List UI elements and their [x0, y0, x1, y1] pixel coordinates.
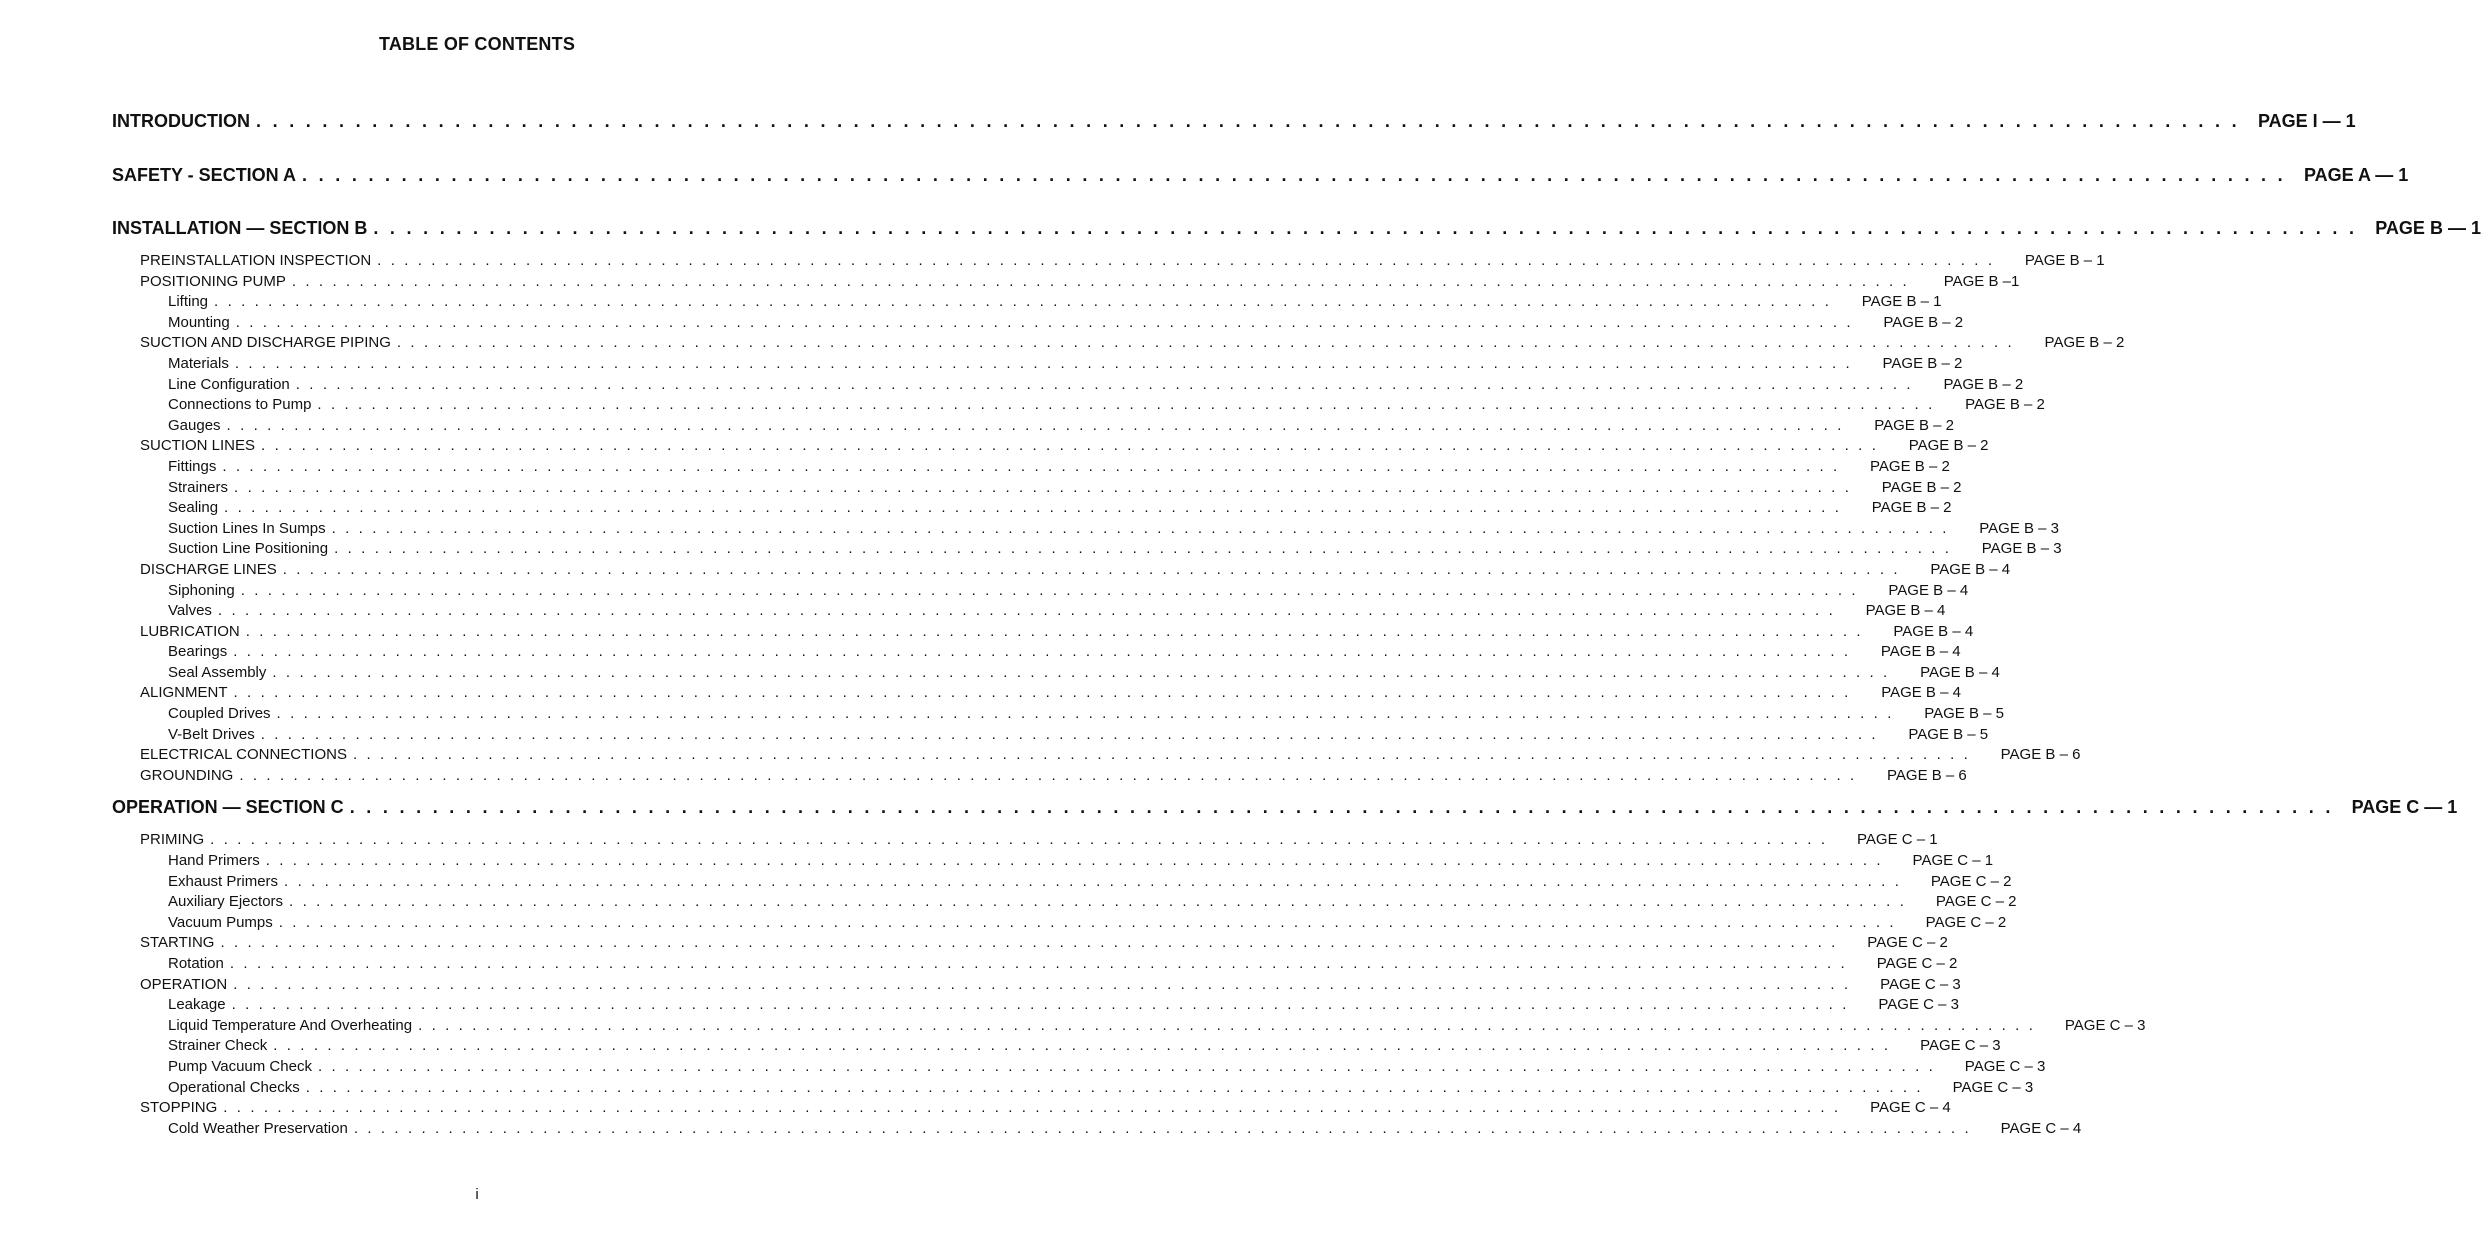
dot-leader: . . . . . . . . . . . . . . . . . . . . . . . . . . . . . . . . . . . . . . . . . . . . . . . . . . . . . . . . . . . . . . . . . . . . . . . . . . . . . . . . . . . . . . . . . . . . . . . . . . . . . . . . . . . . . . . . . . . . . . . . — [233, 643, 1851, 661]
dot-leader: . . . . . . . . . . . . . . . . . . . . . . . . . . . . . . . . . . . . . . . . . . . . . . . . . . . . . . . . . . . . . . . . . . . . . . . . . . . . . . . . . . . . . . . . . . . . . . . . . . . . . . . . . . . . . . . . . . . . . . . . — [245, 622, 1864, 640]
toc-entry-page: PAGE B – 4 — [1880, 643, 1961, 661]
dot-leader: . . . . . . . . . . . . . . . . . . . . . . . . . . . . . . . . . . . . . . . . . . . . . . . . . . . . . . . . . . . . . . . . . . . . . . . . . . . . . . . . . . . . . . . . . . . . . . . . . . . . . . . . . . . . . . . . . . . . . . . . — [272, 663, 1890, 681]
toc-entry-label: PREINSTALLATION INSPECTION — [140, 252, 372, 269]
toc-entry-page: PAGE B — 1 — [2375, 218, 2481, 238]
toc-entry-label: INTRODUCTION — [112, 111, 250, 131]
toc-entry-page: PAGE B – 2 — [1965, 396, 2045, 414]
toc-entry — [112, 872, 2012, 893]
toc-entry-page: PAGE B – 3 — [1979, 519, 2060, 537]
toc-entry-page: PAGE B – 2 — [1943, 375, 2024, 393]
toc-entry — [112, 457, 1950, 478]
toc-entry-page: PAGE B – 5 — [1924, 705, 2004, 723]
toc-entry — [112, 851, 1994, 872]
toc-entry — [112, 766, 1967, 787]
toc-entry-page: PAGE B – 2 — [1871, 499, 1952, 517]
dot-leader: . . . . . . . . . . . . . . . . . . . . . . . . . . . . . . . . . . . . . . . . . . . . . . . . . . . . . . . . . . . . . . . . . . . . . . . . . . . . . . . . . . . . . . . . . . . . . . . . . . . . . . . . . . . . . . . . . . . . . . . . — [295, 375, 1914, 393]
toc-entry — [112, 892, 2017, 913]
toc-entry — [112, 395, 2045, 416]
toc-entry-label: OPERATION — SECTION C — [112, 797, 344, 818]
toc-entry — [112, 622, 1974, 643]
toc-entry — [112, 913, 2007, 934]
dot-leader: . . . . . . . . . . . . . . . . . . . . . . . . . . . . . . . . . . . . . . . . . . . . . . . . . . . . . . . . . . . . . . . . . . . . . . . . . . . . . . . . . . . . . . . . . . . . . . . . . . . . . . . . . . . . . . . . . . . . . . . . — [231, 996, 1849, 1014]
toc-entry-label: Gauges — [168, 416, 221, 434]
toc-entry-label: SUCTION LINES — [140, 437, 256, 455]
toc-entry-page: PAGE C – 2 — [1930, 872, 2012, 890]
toc-entry — [112, 498, 1952, 519]
toc-entry-page: PAGE B – 2 — [1874, 416, 1954, 434]
dot-leader: . . . . . . . . . . . . . . . . . . . . . . . . . . . . . . . . . . . . . . . . . . . . . . . . . . . . . . . . . . . . . . . . . . . . . . . . . . . . . . . . . . . . . . . . . . . . . . . . . . . . . . . . . . . . . . . . . . . . . . . . — [233, 975, 1851, 993]
dot-leader: . . . . . . . . . . . . . . . . . . . . . . . . . . . . . . . . . . . . . . . . . . . . . . . . . . . . . . . . . . . . . . . . . . . . . . . . . . . . . . . . . . . . . . . . . . . . . . . . . . . . . . . . . . . . . . . . . . . . . . . . — [260, 725, 1879, 743]
dot-leader: . . . . . . . . . . . . . . . . . . . . . . . . . . . . . . . . . . . . . . . . . . . . . . . . . . . . . . . . . . . . . . . . . . . . . . . . . . . . . . . . . . . . . . . . . . . . . . . . . . . . . . . . . . . . . . . . . . . . . . . . — [261, 437, 1879, 455]
toc-entry — [112, 704, 2004, 725]
dot-leader: . . . . . . . . . . . . . . . . . . . . . . . . . . . . . . . . . . . . . . . . . . . . . . . . . . . . . . . . . . . . . . . . . . . . . . . . . . . . . . . . . . . . . . . . . . . . . . . . . . . . . . . . . . . . . . . . . . . . . . . . — [334, 540, 1952, 558]
dot-leader: . . . . . . . . . . . . . . . . . . . . . . . . . . . . . . . . . . . . . . . . . . . . . . . . . . . . . . . . . . . . . . . . . . . . . . . . . . . . . . . . . . . . . . . . . . . . . . . . . . . . . . . . . . . . . . . . . . . . . . . . — [240, 581, 1859, 599]
dot-leader: . . . . . . . . . . . . . . . . . . . . . . . . . . . . . . . . . . . . . . . . . . . . . . . . . . . . . . . . . . . . . . . . . . . . . . . . . . . . . . . . . . . . . . . . . . . . . . . . . . . . . . . . . . . . . . . . . . . . . . . . — [352, 746, 1971, 764]
toc-entry-label: Strainer Check — [168, 1037, 268, 1055]
dot-leader: . . . . . . . . . . . . . . . . . . . . . . . . . . . . . . . . . . . . . . . . . . . . . . . . . . . . . . . . . . . . . . . . . . . . . . . . . . . . . . . . . . . . . . . . . . . . . . . . . . . . . . . . . . . . . . . . . . . . . . . . — [229, 955, 1848, 972]
toc-entry — [112, 581, 1969, 602]
toc-entry — [112, 272, 2020, 293]
toc-entry-label: OPERATION — [140, 975, 228, 993]
toc-entry-label: Suction Lines In Sumps — [168, 519, 326, 537]
toc-entry-label: Bearings — [168, 643, 228, 661]
toc-entry-label: Suction Line Positioning — [168, 540, 329, 558]
toc-entry — [112, 601, 1946, 622]
toc-entry-page: PAGE B – 4 — [1888, 581, 1969, 599]
toc-entry — [112, 478, 1962, 499]
dot-leader: . . . . . . . . . . . . . . . . . . . . . . . . . . . . . . . . . . . . . . . . . . . . . . . . . . . . . . . . . . . . . . . . . . . . . . . . . . . . . . . . . . . . . . . . . . . . . . . . . . . . . . . . . . . . . . . . . . . . . . . . — [349, 797, 2334, 818]
toc-entry — [112, 995, 1959, 1016]
toc-entry-label: POSITIONING PUMP — [140, 272, 286, 290]
toc-entry-label: LUBRICATION — [140, 622, 240, 640]
toc-entry-label: Leakage — [168, 996, 226, 1014]
toc-entry — [112, 642, 1961, 663]
toc-entry-page: PAGE B – 4 — [1881, 684, 1961, 702]
dot-leader: . . . . . . . . . . . . . . . . . . . . . . . . . . . . . . . . . . . . . . . . . . . . . . . . . . . . . . . . . . . . . . . . . . . . . . . . . . . . . . . . . . . . . . . . . . . . . . . . . . . . . . . . . . . . . . . . . . . . . . . . — [235, 313, 1854, 331]
toc-entry-page: PAGE C – 3 — [1952, 1078, 2034, 1096]
toc-entry — [112, 975, 1961, 996]
dot-leader: . . . . . . . . . . . . . . . . . . . . . . . . . . . . . . . . . . . . . . . . . . . . . . . . . . . . . . . . . . . . . . . . . . . . . . . . . . . . . . . . . . . . . . . . . . . . . . . . . . . . . . . . . . . . . . . . . . . . . . . . — [377, 252, 1995, 269]
dot-leader: . . . . . . . . . . . . . . . . . . . . . . . . . . . . . . . . . . . . . . . . . . . . . . . . . . . . . . . . . . . . . . . . . . . . . . . . . . . . . . . . . . . . . . . . . . . . . . . . . . . . . . . . . . . . . . . . . . . . . . . . — [317, 1057, 1936, 1075]
toc-entry — [112, 1119, 2082, 1140]
toc-entry-page: PAGE C – 3 — [1920, 1037, 2001, 1055]
toc-entry-page: PAGE C – 4 — [2000, 1119, 2082, 1137]
toc-entry-page: PAGE C – 2 — [1876, 955, 1958, 972]
toc-entry-label: Rotation — [168, 955, 224, 972]
toc-entry-label: ELECTRICAL CONNECTIONS — [140, 746, 347, 764]
toc-entry-page: PAGE B – 1 — [2024, 252, 2105, 269]
toc-entry-label: Pump Vacuum Check — [168, 1057, 312, 1075]
toc-section-entry — [112, 790, 2458, 824]
toc-entry — [112, 333, 2125, 354]
toc-entry — [112, 375, 2024, 396]
toc-entry-page: PAGE B – 1 — [1861, 293, 1942, 311]
toc-entry-label: Exhaust Primers — [168, 872, 279, 890]
toc-entry — [112, 560, 2011, 581]
toc-section-entry — [112, 104, 2356, 138]
toc-entry-page: PAGE B – 4 — [1930, 560, 2011, 578]
dot-leader: . . . . . . . . . . . . . . . . . . . . . . . . . . . . . . . . . . . . . . . . . . . . . . . . . . . . . . . . . . . . . . . . . . . . . . . . . . . . . . . . . . . . . . . . . . . . . . . . . . . . . . . . . . . . . . . . . . . . . . . . — [305, 1078, 1924, 1096]
page-title: TABLE OF CONTENTS — [378, 34, 576, 54]
dot-leader: . . . . . . . . . . . . . . . . . . . . . . . . . . . . . . . . . . . . . . . . . . . . . . . . . . . . . . . . . . . . . . . . . . . . . . . . . . . . . . . . . . . . . . . . . . . . . . . . . . . . . . . . . . . . . . . . . . . . . . . . — [317, 396, 1935, 414]
toc-entry-page: PAGE B – 3 — [1981, 540, 2062, 558]
toc-entry — [112, 519, 2060, 540]
toc-entry-page: PAGE C – 3 — [2064, 1016, 2146, 1034]
toc-entry-page: PAGE B – 6 — [2000, 746, 2081, 764]
toc-entry-label: Lifting — [168, 293, 209, 311]
dot-leader: . . . . . . . . . . . . . . . . . . . . . . . . . . . . . . . . . . . . . . . . . . . . . . . . . . . . . . . . . . . . . . . . . . . . . . . . . . . . . . . . . . . . . . . . . . . . . . . . . . . . . . . . . . . . . . . . . . . . . . . . — [418, 1016, 2036, 1034]
toc-entry-page: PAGE B –1 — [1943, 272, 2020, 290]
dot-leader: . . . . . . . . . . . . . . . . . . . . . . . . . . . . . . . . . . . . . . . . . . . . . . . . . . . . . . . . . . . . . . . . . . . . . . . . . . . . . . . . . . . . . . . . . . . . . . . . . . . . . . . . . . . . . . . . . . . . . . . . — [276, 705, 1894, 723]
toc-entry-label: Auxiliary Ejectors — [168, 893, 284, 911]
toc-entry-page: PAGE C – 3 — [1964, 1057, 2046, 1075]
toc-entry — [112, 1036, 2001, 1057]
toc-entry-label: Fittings — [168, 457, 217, 475]
toc-entry-page: PAGE C – 4 — [1870, 1099, 1951, 1117]
toc-entry-page: PAGE C – 2 — [1867, 934, 1948, 952]
toc-entry-label: Connections to Pump — [168, 396, 312, 414]
toc-entry — [112, 1016, 2146, 1037]
toc-entry-page: PAGE C – 3 — [1880, 975, 1961, 993]
toc-entry-label: Strainers — [168, 478, 229, 496]
dot-leader: . . . . . . . . . . . . . . . . . . . . . . . . . . . . . . . . . . . . . . . . . . . . . . . . . . . . . . . . . . . . . . . . . . . . . . . . . . . . . . . . . . . . . . . . . . . . . . . . . . . . . . . . . . . . . . . . . . . . . . . . — [291, 272, 1910, 290]
toc-entry — [112, 1078, 2034, 1099]
dot-leader: . . . . . . . . . . . . . . . . . . . . . . . . . . . . . . . . . . . . . . . . . . . . . . . . . . . . . . . . . . . . . . . . . . . . . . . . . . . . . . . . . . . . . . . . . . . . . . . . . . . . . . . . . . . . . . . . . . . . . . . . — [273, 1037, 1891, 1055]
toc-entry — [112, 539, 2062, 560]
toc-entry — [112, 313, 1964, 334]
toc-entry — [112, 251, 2105, 272]
dot-leader: . . . . . . . . . . . . . . . . . . . . . . . . . . . . . . . . . . . . . . . . . . . . . . . . . . . . . . . . . . . . . . . . . . . . . . . . . . . . . . . . . . . . . . . . . . . . . . . . . . . . . . . . . . . . . . . . . . . . . . . . — [239, 766, 1857, 784]
toc-entry-page: PAGE B – 2 — [1883, 313, 1964, 331]
dot-leader: . . . . . . . . . . . . . . . . . . . . . . . . . . . . . . . . . . . . . . . . . . . . . . . . . . . . . . . . . . . . . . . . . . . . . . . . . . . . . . . . . . . . . . . . . . . . . . . . . . . . . . . . . . . . . . . . . . . . . . . . — [278, 913, 1897, 931]
dot-leader: . . . . . . . . . . . . . . . . . . . . . . . . . . . . . . . . . . . . . . . . . . . . . . . . . . . . . . . . . . . . . . . . . . . . . . . . . . . . . . . . . . . . . . . . . . . . . . . . . . . . . . . . . . . . . . . . . . . . . . . . — [217, 602, 1836, 620]
toc-entry-page: PAGE B – 2 — [1908, 437, 1989, 455]
toc-entry-page: PAGE B – 2 — [1882, 354, 1963, 372]
page-number: i — [475, 1186, 479, 1203]
toc-entry-label: STOPPING — [140, 1099, 218, 1117]
dot-leader: . . . . . . . . . . . . . . . . . . . . . . . . . . . . . . . . . . . . . . . . . . . . . . . . . . . . . . . . . . . . . . . . . . . . . . . . . . . . . . . . . . . . . . . . . . . . . . . . . . . . . . . . . . . . . . . . . . . . . . . . — [396, 334, 2015, 352]
toc-entry-label: Sealing — [168, 499, 219, 517]
dot-leader: . . . . . . . . . . . . . . . . . . . . . . . . . . . . . . . . . . . . . . . . . . . . . . . . . . . . . . . . . . . . . . . . . . . . . . . . . . . . . . . . . . . . . . . . . . . . . . . . . . . . . . . . . . . . . . . . . . . . . . . . — [234, 354, 1853, 372]
dot-leader: . . . . . . . . . . . . . . . . . . . . . . . . . . . . . . . . . . . . . . . . . . . . . . . . . . . . . . . . . . . . . . . . . . . . . . . . . . . . . . . . . . . . . . . . . . . . . . . . . . . . . . . . . . . . . . . . . . . . . . . . — [256, 111, 2240, 131]
toc-section-entry — [112, 158, 2409, 192]
toc-entry-page: PAGE C – 1 — [1912, 852, 1994, 870]
dot-leader: . . . . . . . . . . . . . . . . . . . . . . . . . . . . . . . . . . . . . . . . . . . . . . . . . . . . . . . . . . . . . . . . . . . . . . . . . . . . . . . . . . . . . . . . . . . . . . . . . . . . . . . . . . . . . . . . . . . . . . . . — [331, 519, 1950, 537]
dot-leader: . . . . . . . . . . . . . . . . . . . . . . . . . . . . . . . . . . . . . . . . . . . . . . . . . . . . . . . . . . . . . . . . . . . . . . . . . . . . . . . . . . . . . . . . . . . . . . . . . . . . . . . . . . . . . . . . . . . . . . . . — [234, 478, 1852, 496]
toc-entry — [112, 933, 1948, 954]
toc-entry-label: Materials — [168, 354, 229, 372]
toc-entry-label: Liquid Temperature And Overheating — [168, 1016, 413, 1034]
dot-leader: . . . . . . . . . . . . . . . . . . . . . . . . . . . . . . . . . . . . . . . . . . . . . . . . . . . . . . . . . . . . . . . . . . . . . . . . . . . . . . . . . . . . . . . . . . . . . . . . . . . . . . . . . . . . . . . . . . . . . . . . — [284, 872, 1902, 890]
toc-entry-label: V-Belt Drives — [168, 725, 255, 743]
toc-entry-label: Coupled Drives — [168, 705, 271, 723]
toc-entry-page: PAGE B – 2 — [1870, 457, 1950, 475]
toc-entry-page: PAGE B – 4 — [1865, 602, 1946, 620]
dot-leader: . . . . . . . . . . . . . . . . . . . . . . . . . . . . . . . . . . . . . . . . . . . . . . . . . . . . . . . . . . . . . . . . . . . . . . . . . . . . . . . . . . . . . . . . . . . . . . . . . . . . . . . . . . . . . . . . . . . . . . . . — [233, 684, 1851, 702]
toc-entry-label: SUCTION AND DISCHARGE PIPING — [140, 334, 391, 352]
toc-entry-page: PAGE B – 2 — [1881, 478, 1962, 496]
toc-entry — [112, 725, 1989, 746]
toc-entry — [112, 436, 1989, 457]
toc-entry — [112, 1098, 1951, 1119]
toc-entry — [112, 416, 1954, 437]
dot-leader: . . . . . . . . . . . . . . . . . . . . . . . . . . . . . . . . . . . . . . . . . . . . . . . . . . . . . . . . . . . . . . . . . . . . . . . . . . . . . . . . . . . . . . . . . . . . . . . . . . . . . . . . . . . . . . . . . . . . . . . . — [223, 1099, 1841, 1117]
toc-entry-label: Siphoning — [168, 581, 235, 599]
toc-entry-page: PAGE C – 2 — [1935, 893, 2017, 911]
toc-entry-page: PAGE C – 2 — [1925, 913, 2007, 931]
toc-entry — [112, 663, 2000, 684]
toc-entry-label: Operational Checks — [168, 1078, 300, 1096]
dot-leader: . . . . . . . . . . . . . . . . . . . . . . . . . . . . . . . . . . . . . . . . . . . . . . . . . . . . . . . . . . . . . . . . . . . . . . . . . . . . . . . . . . . . . . . . . . . . . . . . . . . . . . . . . . . . . . . . . . . . . . . . — [302, 164, 2286, 185]
toc-entry — [112, 745, 2081, 766]
dot-leader: . . . . . . . . . . . . . . . . . . . . . . . . . . . . . . . . . . . . . . . . . . . . . . . . . . . . . . . . . . . . . . . . . . . . . . . . . . . . . . . . . . . . . . . . . . . . . . . . . . . . . . . . . . . . . . . . . . . . . . . . — [214, 293, 1832, 311]
toc-entry-label: Line Configuration — [168, 375, 290, 393]
toc-entry-label: SAFETY - SECTION A — [112, 164, 297, 185]
toc-entry — [112, 683, 1961, 704]
toc-entry-page: PAGE C – 1 — [1857, 831, 1938, 849]
toc-entry-label: ALIGNMENT — [140, 684, 228, 702]
toc-entry-label: GROUNDING — [140, 766, 234, 784]
dot-leader: . . . . . . . . . . . . . . . . . . . . . . . . . . . . . . . . . . . . . . . . . . . . . . . . . . . . . . . . . . . . . . . . . . . . . . . . . . . . . . . . . . . . . . . . . . . . . . . . . . . . . . . . . . . . . . . . . . . . . . . . — [220, 934, 1838, 952]
toc-entry-page: PAGE I — 1 — [2257, 111, 2356, 131]
toc-section-entry — [112, 211, 2481, 245]
dot-leader: . . . . . . . . . . . . . . . . . . . . . . . . . . . . . . . . . . . . . . . . . . . . . . . . . . . . . . . . . . . . . . . . . . . . . . . . . . . . . . . . . . . . . . . . . . . . . . . . . . . . . . . . . . . . . . . . . . . . . . . . — [373, 218, 2358, 238]
toc-entry-page: PAGE C – 3 — [1878, 996, 1959, 1014]
toc-entry-page: PAGE B – 4 — [1893, 622, 1974, 640]
toc-entry-label: Cold Weather Preservation — [168, 1119, 348, 1137]
toc-entry-page: PAGE B – 6 — [1887, 766, 1967, 784]
toc-entry-label: STARTING — [140, 934, 215, 952]
toc-entry-label: DISCHARGE LINES — [140, 560, 277, 578]
toc-entry — [112, 954, 1958, 975]
toc-entry — [112, 292, 1942, 313]
toc-entry-page: PAGE C — 1 — [2351, 797, 2458, 818]
toc-entry — [112, 1057, 2046, 1078]
toc-entry-page: PAGE A — 1 — [2303, 164, 2409, 185]
dot-leader: . . . . . . . . . . . . . . . . . . . . . . . . . . . . . . . . . . . . . . . . . . . . . . . . . . . . . . . . . . . . . . . . . . . . . . . . . . . . . . . . . . . . . . . . . . . . . . . . . . . . . . . . . . . . . . . . . . . . . . . . — [353, 1119, 1972, 1137]
dot-leader: . . . . . . . . . . . . . . . . . . . . . . . . . . . . . . . . . . . . . . . . . . . . . . . . . . . . . . . . . . . . . . . . . . . . . . . . . . . . . . . . . . . . . . . . . . . . . . . . . . . . . . . . . . . . . . . . . . . . . . . . — [265, 852, 1884, 870]
toc-entry-page: PAGE B – 4 — [1920, 663, 2000, 681]
dot-leader: . . . . . . . . . . . . . . . . . . . . . . . . . . . . . . . . . . . . . . . . . . . . . . . . . . . . . . . . . . . . . . . . . . . . . . . . . . . . . . . . . . . . . . . . . . . . . . . . . . . . . . . . . . . . . . . . . . . . . . . . — [226, 416, 1844, 434]
toc-entry-label: Valves — [168, 602, 212, 620]
toc-entry-label: PRIMING — [140, 831, 205, 849]
toc-entry-label: Vacuum Pumps — [168, 913, 273, 931]
toc-entry-label: Mounting — [168, 313, 230, 331]
dot-leader: . . . . . . . . . . . . . . . . . . . . . . . . . . . . . . . . . . . . . . . . . . . . . . . . . . . . . . . . . . . . . . . . . . . . . . . . . . . . . . . . . . . . . . . . . . . . . . . . . . . . . . . . . . . . . . . . . . . . . . . . — [289, 893, 1907, 911]
toc-entry-label: Seal Assembly — [168, 663, 267, 681]
toc-entry-page: PAGE B – 5 — [1908, 725, 1989, 743]
dot-leader: . . . . . . . . . . . . . . . . . . . . . . . . . . . . . . . . . . . . . . . . . . . . . . . . . . . . . . . . . . . . . . . . . . . . . . . . . . . . . . . . . . . . . . . . . . . . . . . . . . . . . . . . . . . . . . . . . . . . . . . . — [210, 831, 1828, 849]
toc-entry — [112, 354, 1963, 375]
toc-entry-label: Hand Primers — [168, 852, 260, 870]
dot-leader: . . . . . . . . . . . . . . . . . . . . . . . . . . . . . . . . . . . . . . . . . . . . . . . . . . . . . . . . . . . . . . . . . . . . . . . . . . . . . . . . . . . . . . . . . . . . . . . . . . . . . . . . . . . . . . . . . . . . . . . . — [222, 457, 1840, 475]
dot-leader: . . . . . . . . . . . . . . . . . . . . . . . . . . . . . . . . . . . . . . . . . . . . . . . . . . . . . . . . . . . . . . . . . . . . . . . . . . . . . . . . . . . . . . . . . . . . . . . . . . . . . . . . . . . . . . . . . . . . . . . . — [282, 560, 1901, 578]
toc-entry — [112, 830, 1938, 851]
dot-leader: . . . . . . . . . . . . . . . . . . . . . . . . . . . . . . . . . . . . . . . . . . . . . . . . . . . . . . . . . . . . . . . . . . . . . . . . . . . . . . . . . . . . . . . . . . . . . . . . . . . . . . . . . . . . . . . . . . . . . . . . — [224, 499, 1842, 517]
toc-entry-page: PAGE B – 2 — [2044, 334, 2125, 352]
toc-list — [112, 104, 2481, 1139]
toc-entry-label: INSTALLATION — SECTION B — [112, 218, 368, 238]
